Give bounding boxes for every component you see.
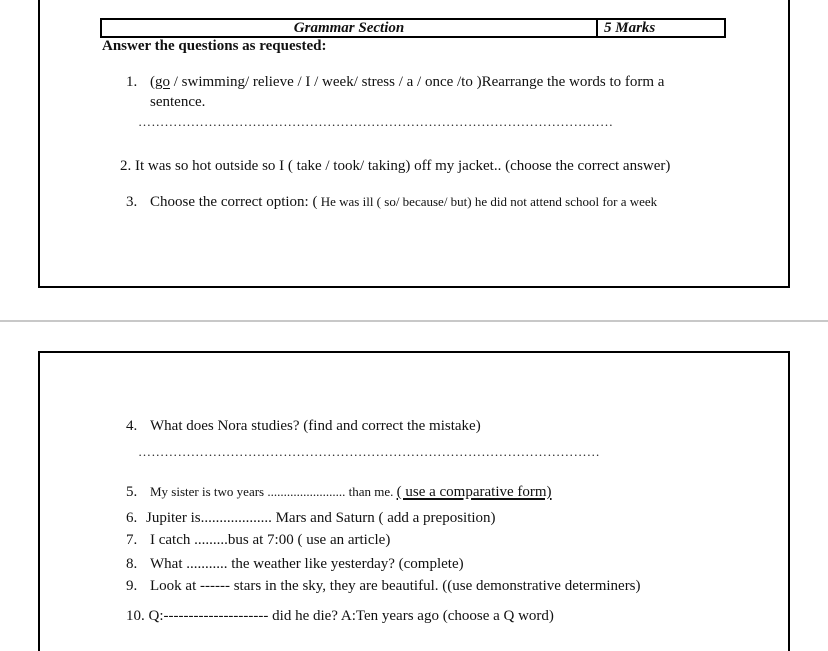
- question-6: 6. Jupiter is................... Mars and Saturn ( add a preposition): [126, 510, 496, 526]
- instructions: Answer the questions as requested:: [102, 38, 327, 54]
- question-8: 8. What ........... the weather like yesterday? (complete): [126, 556, 464, 572]
- question-number: 1.: [126, 74, 138, 90]
- question-number: 8.: [126, 556, 138, 572]
- question-1-line2: sentence.: [150, 94, 206, 110]
- question-number: 9.: [126, 578, 138, 594]
- question-sentence: He was ill ( so/ because/ but) he did not attend school for a week: [317, 194, 658, 209]
- question-7: 7. I catch .........bus at 7:00 ( use an article): [126, 532, 391, 548]
- question-10: 10. Q:--------------------- did he die? A:Ten years ago (choose a Q word): [126, 608, 554, 624]
- question-hint: ( use a comparative form): [396, 484, 552, 500]
- answer-line-q4[interactable]: ……………………………………………………………………………………………: [138, 444, 600, 459]
- question-number: 7.: [126, 532, 138, 548]
- question-9: 9. Look at ------ stars in the sky, they are beautiful. ((use demonstrative determiners): [126, 578, 641, 594]
- question-number: 6.: [126, 510, 138, 526]
- answer-line-q1[interactable]: ………………………………………………………………………………………………: [138, 114, 614, 129]
- page-frame-bottom: [38, 351, 790, 651]
- question-number: 5.: [126, 484, 138, 500]
- question-number: 3.: [126, 194, 138, 210]
- section-title: Grammar Section: [102, 20, 598, 36]
- page-separator: [0, 320, 828, 322]
- question-number: 4.: [126, 418, 138, 434]
- question-5: 5. My sister is two years ........................ than me. ( use a comparative form): [126, 484, 552, 500]
- section-header-table: [100, 18, 726, 38]
- question-2: 2. It was so hot outside so I ( take / took/ taking) off my jacket.. (choose the correct answer): [120, 158, 671, 174]
- question-1: 1. (go / swimming/ relieve / I / week/ stress / a / once /to )Rearrange the words to form a: [126, 74, 665, 90]
- question-3: 3. Choose the correct option: ( He was ill ( so/ because/ but) he did not attend school for a week: [126, 194, 658, 210]
- question-4: 4. What does Nora studies? (find and correct the mistake): [126, 418, 481, 434]
- underlined-word: go: [155, 74, 170, 90]
- section-marks: 5 Marks: [604, 20, 656, 36]
